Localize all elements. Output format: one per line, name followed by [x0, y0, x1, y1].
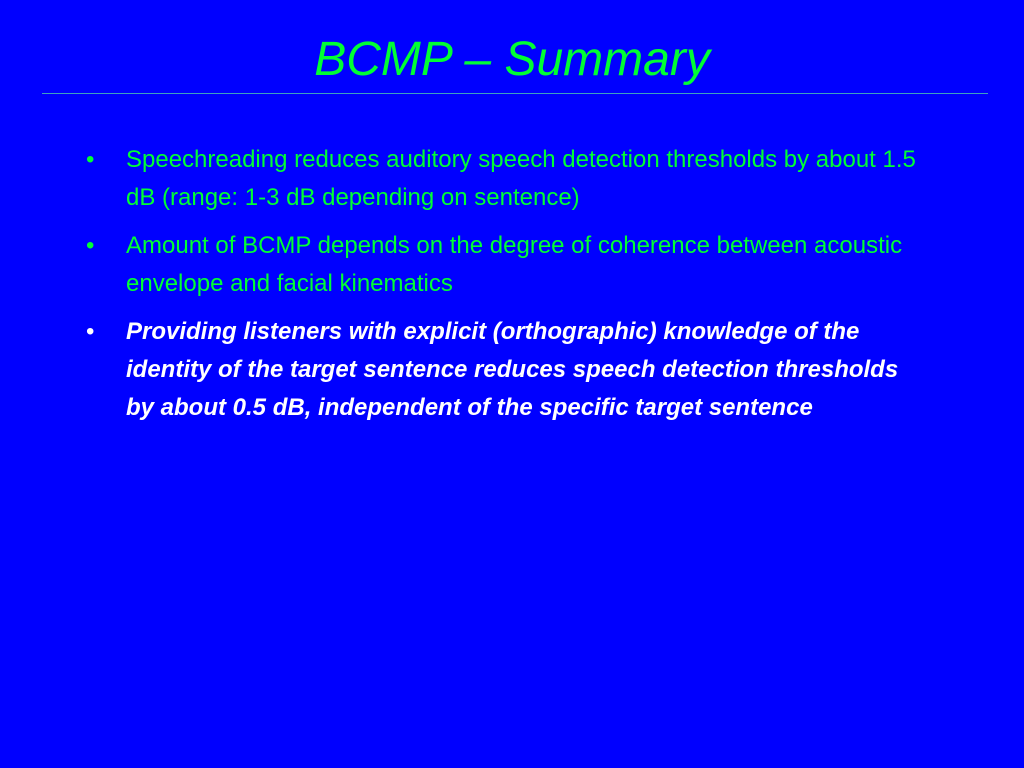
bullet-text: Speechreading reduces auditory speech detection thresholds by about 1.5 dB (range: 1-3 dB depending on sentence)	[126, 146, 916, 211]
bullet-item-emphasized	[80, 313, 950, 427]
bullet-list	[80, 141, 950, 437]
title-divider	[42, 93, 988, 94]
slide-title: BCMP – Summary	[314, 33, 710, 86]
bullet-icon: •	[86, 146, 95, 173]
bullet-text: Amount of BCMP depends on the degree of coherence between acoustic envelope and facial kinematics	[126, 232, 903, 297]
bullet-item	[80, 227, 950, 303]
bullet-item	[80, 141, 950, 217]
bullet-icon: •	[86, 318, 95, 345]
bullet-icon: •	[86, 232, 95, 259]
bullet-text: Providing listeners with explicit (orthographic) knowledge of the identity of the target sentence reduces speech detection thresholds by about 0.5 dB, independent of the specific target sentence	[126, 318, 899, 421]
